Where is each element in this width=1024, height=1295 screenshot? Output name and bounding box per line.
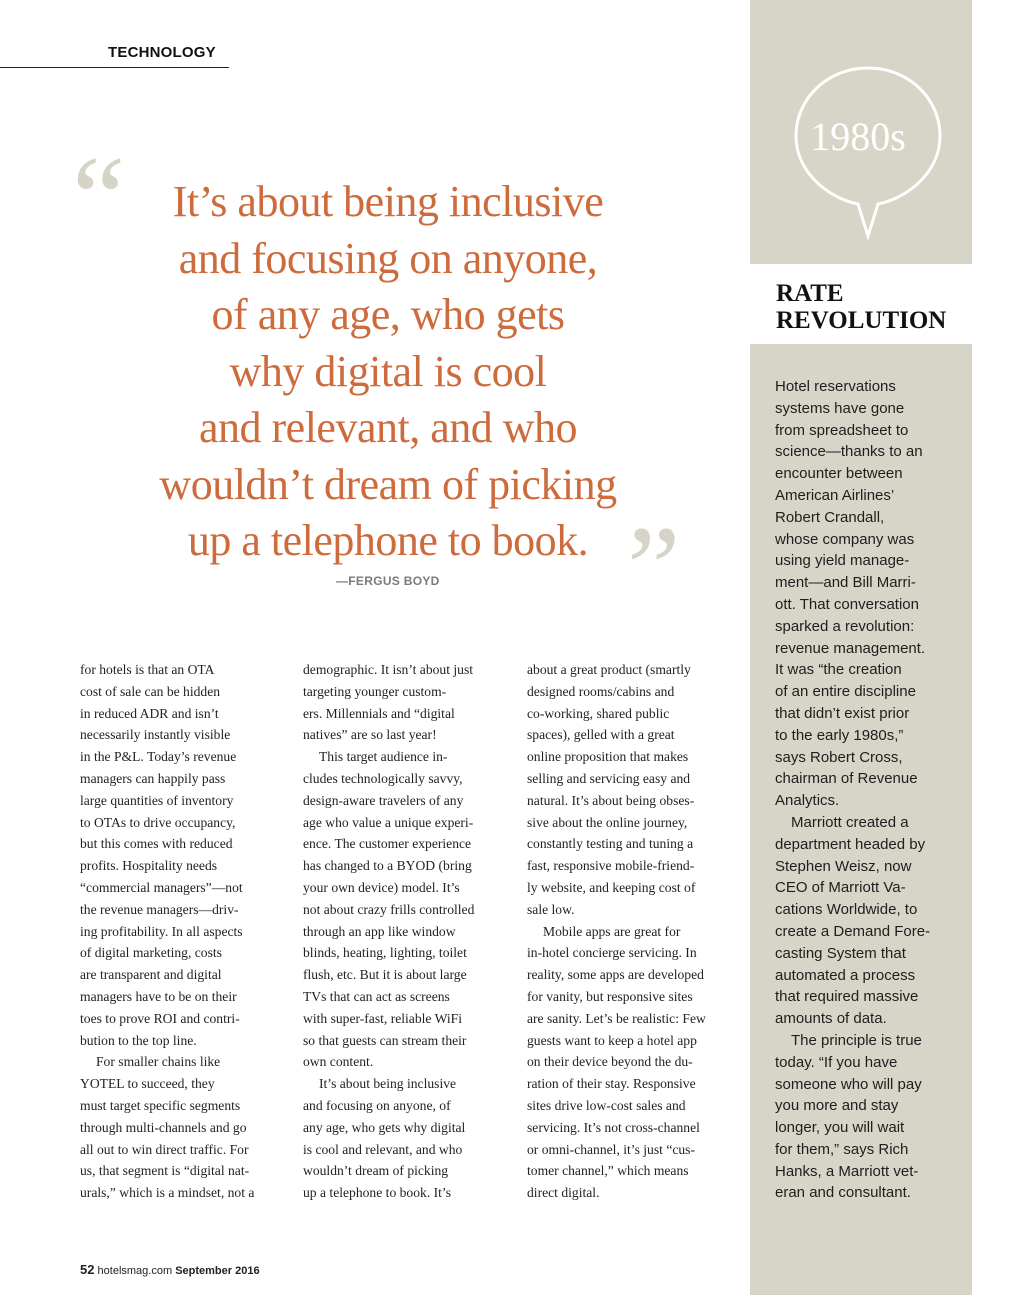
text-line: today. “If you have — [775, 1053, 898, 1071]
text-line: cations Worldwide, to — [775, 901, 918, 919]
text-line: of digital marketing, costs — [80, 945, 222, 961]
text-line: Marriott created a — [791, 813, 909, 831]
text-line: cludes technologically savvy, — [303, 770, 463, 786]
text-line: managers can happily pass — [80, 770, 226, 786]
section-rule — [0, 67, 229, 68]
text-line: sparked a revolution: — [775, 617, 915, 635]
text-line: any age, who gets why digital — [303, 1119, 466, 1135]
text-line: to the early 1980s,” — [775, 726, 904, 744]
text-line: CEO of Marriott Va- — [775, 879, 906, 897]
text-line: Robert Crandall, — [775, 508, 885, 526]
text-line: has changed to a BYOD (bring — [303, 858, 472, 874]
text-line: us, that segment is “digital nat- — [80, 1163, 250, 1179]
text-line: through an app like window — [303, 923, 456, 939]
text-line: ly website, and keeping cost of — [527, 879, 696, 895]
text-line: online proposition that makes — [527, 749, 689, 765]
text-line: profits. Hospitality needs — [80, 858, 218, 874]
text-line: sites drive low-cost sales and — [527, 1097, 686, 1113]
text-line: It’s about being inclusive — [319, 1076, 457, 1092]
text-line: selling and servicing easy and — [527, 770, 691, 786]
text-line: large quantities of inventory — [80, 792, 234, 808]
text-line: natural. It’s about being obses- — [527, 792, 695, 808]
issue-date: September 2016 — [175, 1265, 260, 1277]
text-line: ing profitability. In all aspects — [80, 923, 243, 939]
text-line: co-working, shared public — [527, 705, 670, 721]
text-line: flush, etc. But it is about large — [303, 967, 467, 983]
text-line: “commercial managers”—not — [80, 879, 243, 895]
text-line: American Airlines’ — [775, 486, 895, 504]
pull-quote-line: and relevant, and who — [198, 403, 578, 452]
text-line: not about crazy frills controlled — [303, 901, 475, 917]
text-line: longer, you will wait — [775, 1119, 905, 1137]
body-column-1 — [80, 659, 280, 1204]
text-line: that required massive — [775, 988, 919, 1006]
body-column-2 — [303, 659, 503, 1204]
text-line: with super-fast, reliable WiFi — [303, 1010, 462, 1026]
pull-quote-line: and focusing on anyone, — [178, 233, 598, 283]
text-line: up a telephone to book. It’s — [303, 1185, 451, 1201]
quote-attribution: —FERGUS BOYD — [336, 574, 440, 588]
section-label: TECHNOLOGY — [108, 44, 216, 61]
text-line: but this comes with reduced — [80, 836, 233, 852]
text-line: science—thanks to an — [775, 443, 923, 461]
text-line: is cool and relevant, and who — [303, 1141, 463, 1157]
page-number: 52 — [80, 1262, 95, 1277]
text-line: someone who will pay — [775, 1075, 922, 1093]
text-line: or omni-channel, it’s just “cus- — [527, 1141, 695, 1157]
text-line: tomer channel,” which means — [527, 1163, 689, 1179]
text-line: direct digital. — [527, 1185, 600, 1201]
text-line: Hotel reservations — [775, 378, 896, 395]
text-line: encounter between — [775, 465, 903, 483]
era-badge: 1980s — [810, 114, 906, 159]
text-line: to OTAs to drive occupancy, — [80, 814, 236, 830]
pull-quote-line: of any age, who gets — [211, 290, 565, 339]
text-line: in the P&L. Today’s revenue — [80, 749, 237, 765]
text-line: YOTEL to succeed, they — [80, 1076, 215, 1092]
text-line: automated a process — [775, 966, 916, 984]
text-line: on their device beyond the du- — [527, 1054, 693, 1070]
text-line: age who value a unique experi- — [303, 814, 474, 830]
text-line: sive about the online journey, — [527, 814, 688, 830]
text-line: Mobile apps are great for — [543, 923, 681, 939]
text-line: in-hotel concierge servicing. In — [527, 945, 697, 961]
text-line: and focusing on anyone, of — [303, 1097, 451, 1113]
text-line: Hanks, a Marriott vet- — [775, 1162, 919, 1180]
text-line: toes to prove ROI and contri- — [80, 1010, 240, 1026]
text-line: your own device) model. It’s — [303, 879, 460, 895]
text-line: Analytics. — [775, 792, 840, 810]
text-line: the revenue managers—driv- — [80, 901, 239, 917]
text-line: demographic. It isn’t about just — [303, 662, 474, 677]
text-line: ment—and Bill Marri- — [775, 574, 916, 592]
text-line: using yield manage- — [775, 552, 910, 570]
text-line: must target specific segments — [80, 1097, 241, 1113]
text-line: bution to the top line. — [80, 1032, 197, 1048]
close-quote-mark: ” — [627, 501, 681, 634]
text-line: targeting younger custom- — [303, 683, 447, 699]
text-line: Stephen Weisz, now — [775, 857, 912, 875]
text-line: This target audience in- — [319, 749, 448, 765]
sidebar-title-line: REVOLUTION — [776, 307, 947, 334]
text-line: you more and stay — [775, 1097, 899, 1115]
text-line: that didn’t exist prior — [775, 704, 910, 722]
open-quote-mark: “ — [72, 131, 126, 264]
text-line: so that guests can stream their — [303, 1032, 467, 1048]
text-line: whose company was — [775, 530, 915, 548]
text-line: in reduced ADR and isn’t — [80, 705, 219, 721]
text-line: ration of their stay. Responsive — [527, 1076, 696, 1092]
text-line: for hotels is that an OTA — [80, 662, 215, 677]
text-line: eran and consultant. — [775, 1184, 911, 1202]
text-line: from spreadsheet to — [775, 421, 909, 439]
text-line: servicing. It’s not cross-channel — [527, 1119, 700, 1135]
text-line: all out to win direct traffic. For — [80, 1141, 249, 1157]
text-line: chairman of Revenue — [775, 770, 918, 788]
text-line: amounts of data. — [775, 1010, 887, 1028]
text-line: ence. The customer experience — [303, 836, 472, 852]
text-line: natives” are so last year! — [303, 727, 437, 743]
site-name: hotelsmag.com — [97, 1265, 173, 1277]
text-line: for vanity, but responsive sites — [527, 988, 693, 1004]
sidebar-divider — [750, 344, 972, 355]
text-line: It was “the creation — [775, 661, 902, 679]
sidebar-divider — [750, 251, 972, 263]
sidebar-title — [776, 280, 946, 334]
text-line: about a great product (smartly — [527, 662, 691, 677]
text-line: cost of sale can be hidden — [80, 683, 221, 699]
text-line: design-aware travelers of any — [303, 792, 464, 808]
text-line: TVs that can act as screens — [303, 988, 450, 1004]
text-line: casting System that — [775, 944, 906, 962]
text-line: own content. — [303, 1054, 374, 1070]
text-line: spaces), gelled with a great — [527, 727, 675, 743]
text-line: create a Demand Fore- — [775, 922, 931, 940]
sidebar-title-line: RATE — [776, 280, 844, 307]
text-line: revenue management. — [775, 639, 926, 657]
text-line: For smaller chains like — [96, 1054, 221, 1070]
text-line: says Robert Cross, — [775, 748, 903, 766]
pull-quote-line: wouldn’t dream of picking — [159, 459, 617, 509]
text-line: through multi-channels and go — [80, 1119, 247, 1135]
text-line: designed rooms/cabins and — [527, 683, 675, 699]
pull-quote-line: It’s about being inclusive — [172, 177, 604, 226]
text-line: department headed by — [775, 835, 926, 853]
text-line: managers have to be on their — [80, 988, 237, 1004]
sidebar-body — [775, 376, 965, 1204]
pull-quote — [108, 174, 668, 570]
text-line: necessarily instantly visible — [80, 727, 231, 743]
text-line: blinds, heating, lighting, toilet — [303, 945, 467, 961]
text-line: guests want to keep a hotel app — [527, 1032, 697, 1048]
text-line: reality, some apps are developed — [527, 967, 704, 983]
text-line: The principle is true — [791, 1031, 922, 1049]
text-line: ott. That conversation — [775, 595, 919, 613]
pull-quote-line: up a telephone to book. — [187, 516, 589, 565]
text-line: sale low. — [527, 901, 575, 917]
pull-quote-line: why digital is cool — [229, 346, 547, 396]
text-line: wouldn’t dream of picking — [303, 1163, 449, 1179]
sidebar — [750, 0, 972, 1295]
page-footer — [80, 1262, 260, 1277]
text-line: systems have gone — [775, 399, 905, 417]
text-line: are transparent and digital — [80, 967, 222, 983]
text-line: for them,” says Rich — [775, 1140, 909, 1158]
body-column-3 — [527, 659, 727, 1204]
text-line: constantly testing and tuning a — [527, 836, 694, 852]
text-line: are sanity. Let’s be realistic: Few — [527, 1010, 706, 1026]
text-line: of an entire discipline — [775, 683, 916, 701]
text-line: ers. Millennials and “digital — [303, 705, 455, 721]
text-line: urals,” which is a mindset, not a — [80, 1185, 255, 1201]
text-line: fast, responsive mobile-friend- — [527, 858, 695, 874]
